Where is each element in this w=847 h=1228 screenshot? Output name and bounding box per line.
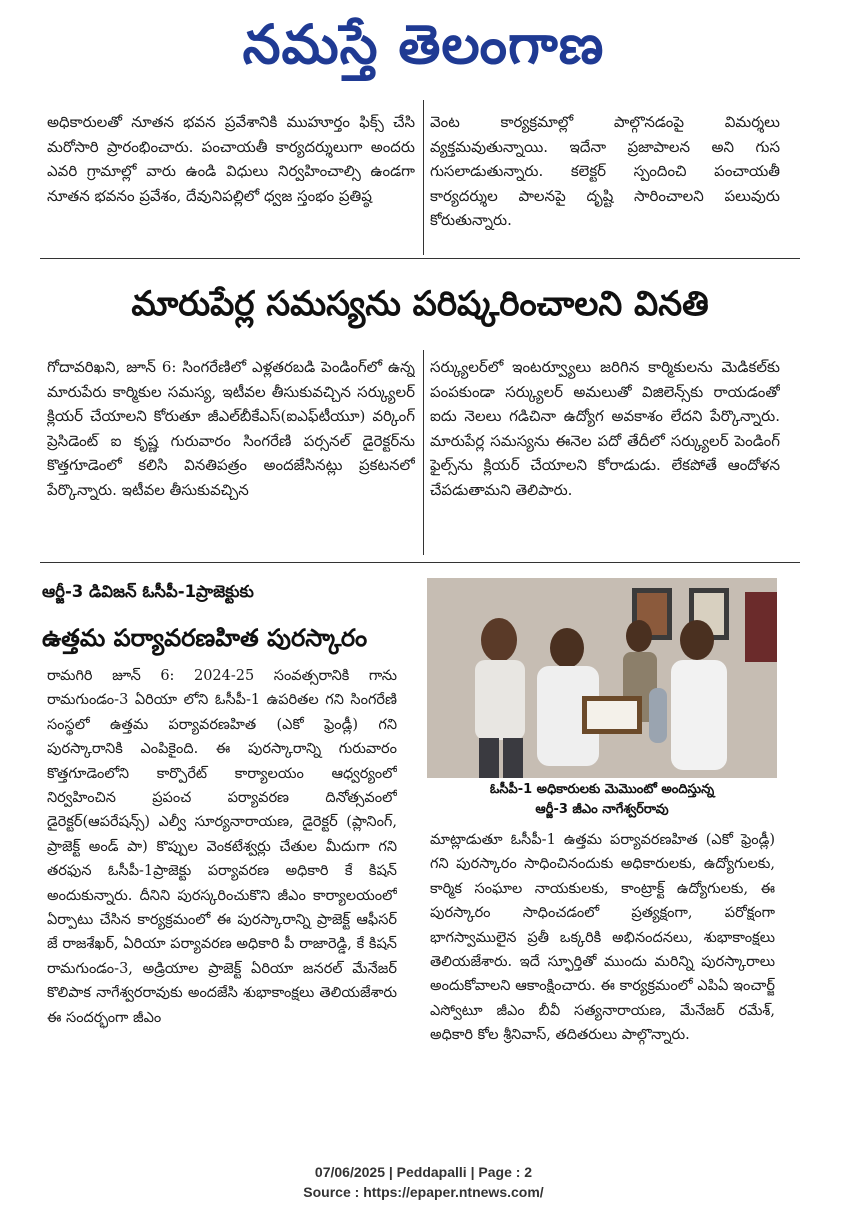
- footer-date-page: 07/06/2025 | Peddapalli | Page : 2: [314, 1164, 533, 1180]
- story2-right-column: [430, 355, 780, 555]
- photo-illustration: [427, 578, 777, 778]
- story3-right-text: మాట్లాడుతూ ఓసీపీ-1 ఉత్తమ పర్యావరణహిత (ఎకో ఫ్రెండ్లీ) గని పురస్కారం సాధించినందుకు అధికారులకు, ఉద్యోగులకు, కార్మిక సంఘాల నాయకులకు, కాంట్రాక్ట్ ఉద్యోగులకు, ఈ పురస్కారం సాధించడంలో ప్రత్యక్షంగా, పరోక్షంగా భాగస్వాములైన ప్రతీ ఒక్కరికి అభినందనలు, శుభాకాంక్షలు తెలియజేశారు. ఇదే స్ఫూర్తితో ముందు మరిన్ని పురస్కారాలు అందుకోవాలని ఆకాంక్షించారు. ఈ కార్యక్రమంలో ఎపిఏ ఇంచార్జ్ ఎస్వోటూ జీఎం బీవీ సత్యనారాయణ, మేనేజర్ రమేశ్, అధికారి కోల శ్రీనివాస్, తదితరులు పాల్గొన్నారు.: [430, 832, 775, 1044]
- top-story-right-text: వెంట కార్యక్రమాల్లో పాల్గొనడంపై విమర్శలు వ్యక్తమవుతున్నాయి. ఇదేనా ప్రజాపాలన అని గుస గుసలాడుతున్నారు. కలెక్టర్ స్పందించి పంచాయతీ కార్యదర్శుల పాలనపై దృష్టి సారించాలని పలువురు కోరుతున్నారు.: [430, 113, 780, 229]
- story3-headline: ఉత్తమ పర్యావరణహిత పురస్కారం: [42, 624, 368, 652]
- story2-left-text: గోదావరిఖని, జూన్ 6: సింగరేణిలో ఎళ్లతరబడి పెండింగ్‌లో ఉన్న మారుపేరు కార్మికుల సమస్య, ఇటీవల తీసుకువచ్చిన సర్క్యులర్ క్లియర్ చేయాలని కోరుతూ జీఎల్‌బీకేఎస్(ఐఎఫ్‌టీయూ) వర్కింగ్ ప్రెసిడెంట్ ఐ కృష్ణ గురువారం సింగరేణి పర్సనల్ డైరెక్టర్‌ను కొత్తగూడెంలో కలిసి వినతిపత్రం అందజేసినట్లు ప్రకటనలో పేర్కొన్నారు. ఇటీవల తీసుకువచ్చిన: [47, 358, 415, 499]
- column-divider: [423, 350, 424, 555]
- story3-left-column: [47, 664, 397, 1144]
- news-photo: [427, 578, 777, 778]
- story3-right-column: [430, 828, 775, 1138]
- story2-headline: మారుపేర్ల సమస్యను పరిష్కరించాలని వినతి: [131, 284, 709, 324]
- story3-kicker: ఆర్జీ-3 డివిజన్ ఓసీపీ-1ప్రాజెక్టుకు: [42, 582, 254, 601]
- top-story-left-column: [47, 110, 415, 255]
- masthead-logo: నమస్తే తెలంగాణ: [242, 13, 605, 76]
- top-story-left-text: అధికారులతో నూతన భవన ప్రవేశానికి ముహూర్తం ఫిక్స్ చేసి మరోసారి ప్రారంభించారు. పంచాయతీ కార్యదర్శులుగా అందరు ఎవరి గ్రామాల్లో వారు ఉండి విధులు నిర్వహించాల్సి ఉండగా నూతన భవనం ప్రవేశం, దేవునిపల్లిలో ధ్వజ స్తంభం ప్రతిష్ఠ: [47, 113, 415, 205]
- section-divider: [40, 562, 800, 563]
- story3-left-text: రామగిరి జూన్ 6: 2024-25 సంవత్సరానికి గాను రామగుండం-3 ఏరియా లోని ఓసీపీ-1 ఉపరితల గని సింగరేణి సంస్థలో ఉత్తమ పర్యావరణహిత (ఎకో ఫ్రెండ్లీ) గని పురస్కారానికి ఎంపికైంది. ఈ పురస్కారాన్ని గురువారం కొత్తగూడెంలోని కార్పొరేట్ కార్యాలయం ఆధ్వర్యంలో నిర్వహించిన ప్రపంచ పర్యావరణ దినోత్సవంలో డైరెక్టర్(ఆపరేషన్స్) ఎల్వీ సూర్యనారాయణ, డైరెక్టర్ (ప్లానింగ్, ప్రాజెక్ట్ అండ్ పా) కొప్పుల వెంకటేశ్వర్లు చేతుల మీదుగా గని తరఫున ఓసీపీ-1ప్రాజెక్టు పర్యావరణ అధికారి కే కిషన్ అందుకున్నారు. దీనిని పురస్కరించుకొని జీఎం కార్యాలయంలో ఏర్పాటు చేసిన కార్యక్రమంలో ఈ పురస్కారాన్ని ప్రాజెక్ట్ ఆఫీసర్ జే రాజశేఖర్, ఏరియా పర్యావరణ అధికారి పీ రాజారెడ్డి, కే కిషన్ రామగుండం-3, అడ్రియాల ప్రాజెక్ట్ ఏరియా జనరల్ మేనేజర్ కొలిపాక నాగేశ్వరరావుకు అందజేసి శుభాకాంక్షలు తెలియజేశారు ఈ సందర్భంగా జీఎం: [47, 668, 397, 1026]
- footer-source[interactable]: Source : https://epaper.ntnews.com/: [303, 1184, 544, 1200]
- top-story-right-column: [430, 110, 780, 255]
- photo-caption-line2: ఆర్జీ-3 జీఎం నాగేశ్వర్‌రావు: [535, 802, 669, 817]
- story2-right-text: సర్క్యులర్‌లో ఇంటర్వ్యూలు జరిగిన కార్మికులను మెడికల్‌కు పంపకుండా సర్క్యులర్ అమలుతో విజిలెన్స్‌కు రాయడంతో ఐదు నెలలు గడిచినా ఉద్యోగ అవకాశం లేదని పేర్కొన్నారు. మారుపేర్ల సమస్యను ఈనెల పదో తేదీలో సర్క్యులర్ పెండింగ్ ఫైల్స్‌ను క్లియర్ చేయాలని కోరాడుడు. లేకపోతే ఆందోళన చేపడుతామని తెలిపారు.: [430, 358, 780, 499]
- photo-caption: [427, 780, 777, 820]
- column-divider: [423, 100, 424, 255]
- photo-caption-line1: ఓసీపీ-1 అధికారులకు మెమొంటో అందిస్తున్న: [489, 782, 715, 797]
- section-divider: [40, 258, 800, 259]
- page-footer: [0, 1162, 847, 1202]
- story2-left-column: [47, 355, 415, 555]
